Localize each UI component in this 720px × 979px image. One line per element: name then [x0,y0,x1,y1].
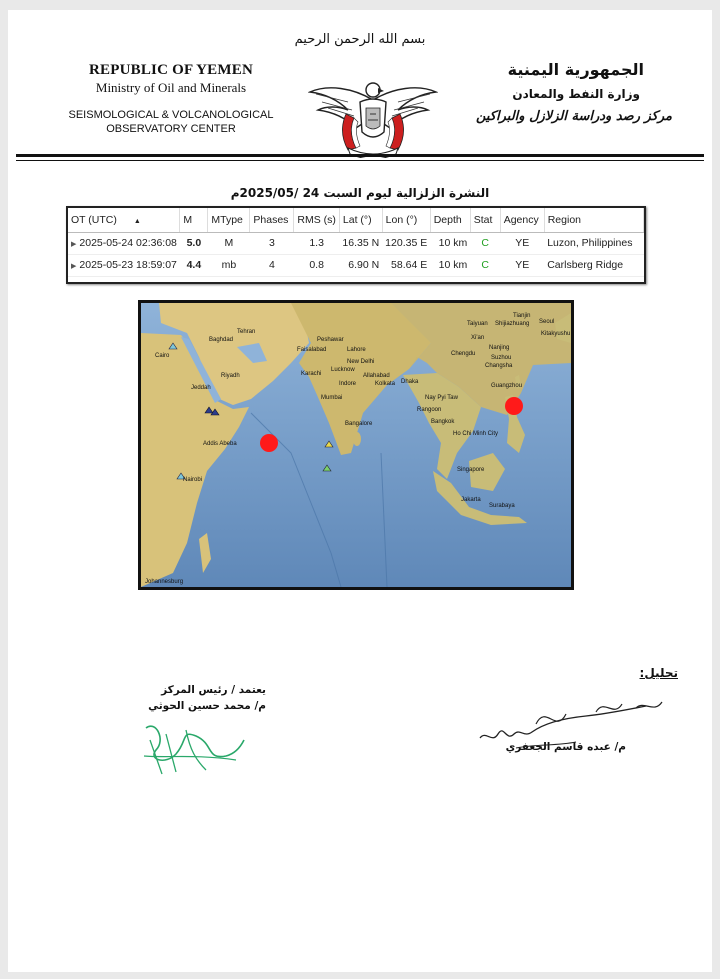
city-label: Lahore [347,347,366,353]
expand-row-icon[interactable]: ▶ [71,241,77,248]
cell-region: Luzon, Philippines [544,232,643,254]
cell-depth: 10 km [430,254,470,276]
header-arabic [442,60,672,124]
col-header-lon[interactable]: Lon (°) [382,208,430,232]
cell-agency: YE [500,254,544,276]
city-label: Ho Chi Minh City [453,431,499,437]
center-title-ar: مركز رصد ودراسة الزلازل والبراكين [475,109,672,124]
city-label: Lucknow [331,367,355,373]
cell-lon: 120.35 E [382,232,430,254]
col-header-rms[interactable]: RMS (s) [294,208,340,232]
cell-magnitude: 4.4 [180,254,208,276]
city-label: Tianjin [513,313,531,319]
cell-depth: 10 km [430,232,470,254]
cell-stat: C [470,232,500,254]
city-label: Cairo [155,353,170,359]
expand-row-icon[interactable]: ▶ [71,263,77,270]
city-label: Johannesburg [145,579,184,585]
analyst-name: م/ عبده قاسم الجعفري [505,741,626,753]
city-label: Dhaka [401,379,419,385]
cell-region: Carlsberg Ridge [544,254,643,276]
col-header-region[interactable]: Region [544,208,643,232]
city-label: Nanjing [489,345,510,351]
yemen-emblem-icon [308,70,438,158]
city-label: Kitakyushu [541,331,571,337]
city-label: Indore [339,381,357,387]
basmala: بسم الله الرحمن الرحيم [294,32,426,47]
analysis-signature-block [478,666,678,753]
city-label: Suzhou [491,355,512,361]
approver-name: م/ محمد حسين الحوثي [148,700,266,712]
republic-title-ar: الجمهورية اليمنية [507,60,644,79]
analyst-signature-icon [476,694,676,754]
cell-phases: 4 [250,254,294,276]
map-canvas[interactable] [141,303,571,587]
city-label: New Delhi [347,359,375,365]
bulletin-page [8,10,712,972]
city-label: Changsha [485,363,513,369]
cell-mtype: M [208,232,250,254]
approver-signature-icon [136,710,246,780]
cell-ot: 2025-05-24 02:36:08 [79,237,177,249]
table-header-row [68,208,644,232]
header-divider-thick [16,154,704,157]
city-label: Xi'an [471,335,485,341]
city-label: Bangalore [345,421,373,427]
city-label: Kolkata [375,381,396,387]
city-label: Karachi [301,371,322,377]
city-label: Riyadh [221,373,240,379]
events-table [68,208,644,277]
event-marker-carlsberg-ridge[interactable] [260,434,278,452]
cell-lon: 58.64 E [382,254,430,276]
city-label: Faisalabad [297,347,327,353]
events-table-panel [66,206,646,284]
event-marker-luzon[interactable] [505,397,523,415]
cell-lat: 16.35 N [339,232,382,254]
cell-stat: C [470,254,500,276]
table-row[interactable] [68,254,644,276]
city-label: Allahabad [363,373,390,379]
city-label: Chengdu [451,351,476,357]
ministry-title-ar: وزارة النفط والمعادن [512,87,640,101]
city-label: Singapore [457,467,485,473]
city-label: Nairobi [183,477,203,483]
analysis-label: تحليل: [639,666,678,680]
bulletin-title: النشرة الزلزالية ليوم السبت 24 /2025/05م [230,186,490,200]
approver-title: يعتمد / رئيس المركز [161,684,266,696]
col-header-phases[interactable]: Phases [250,208,294,232]
col-header-lat[interactable]: Lat (°) [339,208,382,232]
col-header-agency[interactable]: Agency [500,208,544,232]
col-header-mtype[interactable]: MType [208,208,250,232]
city-label: Peshawar [317,337,344,343]
city-label: Surabaya [489,503,515,509]
cell-rms: 1.3 [294,232,340,254]
city-label: Tehran [237,329,256,335]
col-header-m[interactable]: M [180,208,208,232]
city-label: Jakarta [461,497,481,503]
cell-mtype: mb [208,254,250,276]
cell-rms: 0.8 [294,254,340,276]
col-header-ot[interactable]: OT (UTC) ▲ [68,208,180,232]
ministry-title: Ministry of Oil and Minerals [95,80,247,95]
col-header-depth[interactable]: Depth [430,208,470,232]
col-header-stat[interactable]: Stat [470,208,500,232]
city-label: Guangzhou [491,383,523,389]
cell-phases: 3 [250,232,294,254]
header-english [66,62,276,136]
header-divider-thin [16,160,704,161]
city-label: Nay Pyi Taw [425,395,458,401]
city-label: Taiyuan [467,321,488,327]
table-row[interactable] [68,232,644,254]
city-label: Baghdad [209,337,234,343]
city-label: Shijiazhuang [495,321,530,327]
cell-agency: YE [500,232,544,254]
event-map[interactable] [138,300,574,590]
sort-asc-icon[interactable]: ▲ [133,217,141,225]
city-label: Mumbai [321,395,343,401]
city-label: Rangoon [417,407,442,413]
city-label: Jeddah [191,385,211,391]
cell-magnitude: 5.0 [180,232,208,254]
cell-ot: 2025-05-23 18:59:07 [79,259,177,271]
sri-lanka [353,432,361,446]
city-label: Addis Abeba [203,441,237,447]
republic-title: REPUBLIC OF YEMEN [89,62,253,78]
city-label: Seoul [539,319,555,325]
center-title-line2: OBSERVATORY CENTER [106,123,236,135]
city-label: Bangkok [431,419,455,425]
cell-lat: 6.90 N [339,254,382,276]
center-title-line1: SEISMOLOGICAL & VOLCANOLOGICAL [68,109,274,121]
